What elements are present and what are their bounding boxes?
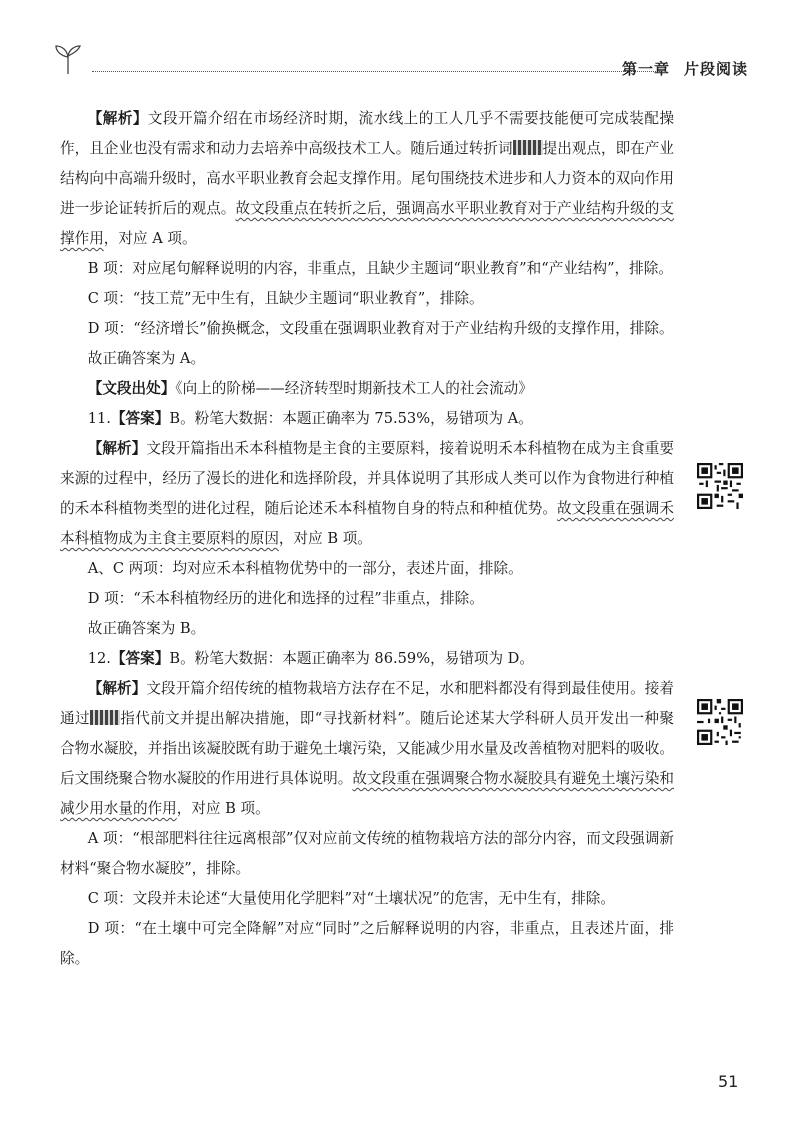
question-header: 11.【答案】B。粉笔大数据：本题正确率为 75.53%，易错项为 A。 — [87, 410, 533, 427]
chapter-label: 第一章 — [621, 60, 670, 78]
paragraph: A 项：“根部肥料往往远离根部”仅对应前文传统的植物栽培方法的部分内容，而文段强调新材料“聚合物水凝胶”，排除。 — [60, 830, 674, 877]
qr-code-icon[interactable] — [697, 463, 743, 509]
key-conclusion: 故文段重点在转折之后，强调高水平职业教育对于产业结构升级的支撑作用 — [60, 200, 674, 247]
paragraph: 【解析】文段开篇指出禾本科植物是主食的主要原料，接着说明禾本科植物在成为主食重要来源的过程中，经历了漫长的进化和选择阶段，并具体说明了其形成人类可以作为食物进行种植的禾本科植物类型的进化过程，随后论述禾本科植物自身的特点和种植优势。故文段重在强调禾本科植物成为主食主要原料的原因，对应 B 项。 — [60, 440, 674, 547]
source-title: 《向上的阶梯——经济转型时期新技术工人的社会流动》 — [175, 380, 533, 397]
answer-tag: 【答案】 — [110, 650, 170, 667]
source-tag: 【文段出处】 — [87, 380, 176, 397]
key-conclusion: 故文段重在强调聚合物水凝胶具有避免土壤污染和减少用水量的作用 — [60, 770, 674, 817]
paragraph: C 项：文段并未论述“大量使用化学肥料”对“土壤状况”的危害，无中生有，排除。 — [87, 890, 615, 907]
answer-tag: 【答案】 — [110, 410, 170, 427]
question-number: 12. — [87, 650, 111, 667]
analysis-tag: 【解析】 — [87, 440, 147, 457]
section-label: 片段阅读 — [683, 60, 748, 78]
analysis-tag: 【解析】 — [87, 110, 148, 127]
mosaic-icon — [90, 710, 120, 725]
paragraph: 【解析】文段开篇介绍传统的植物栽培方法存在不足，水和肥料都没有得到最佳使用。接着通过 指代前文并提出解决措施，即“寻找新材料”。随后论述某大学科研人员开发出一种聚合物水凝胶，并指出该凝胶既有助于避免土壤污染，又能减少用水量及改善植物对肥料的吸收。后文围绕聚合物水凝胶的作用进行具体说明。故文段重在强调聚合物水凝胶具有避免土壤污染和减少用水量的作用，对应 B 项。 — [60, 680, 674, 817]
paragraph: 故正确答案为 A。 — [87, 350, 206, 367]
key-conclusion: 故文段重在强调禾本科植物成为主食主要原料的原因 — [60, 500, 674, 547]
question-header: 12.【答案】B。粉笔大数据：本题正确率为 86.59%，易错项为 D。 — [87, 650, 534, 667]
header-title — [608, 58, 748, 79]
page-header — [48, 40, 760, 80]
page-number: 51 — [718, 1072, 739, 1091]
question-number: 11. — [87, 410, 111, 427]
mosaic-icon — [513, 140, 543, 155]
paragraph: A、C 两项：均对应禾本科植物优势中的一部分，表述片面，排除。 — [87, 560, 523, 577]
paragraph: D 项：“在土壤中可完全降解”对应“同时”之后解释说明的内容，非重点，且表述片面，排除。 — [60, 920, 674, 967]
paragraph: 故正确答案为 B。 — [87, 620, 206, 637]
qr-code-icon[interactable] — [697, 699, 743, 745]
paragraph: D 项：“经济增长”偷换概念，文段重在强调职业教育对于产业结构升级的支撑作用，排除。 — [87, 320, 674, 337]
answer-content — [60, 104, 674, 974]
paragraph: C 项：“技工荒”无中生有，且缺少主题词“职业教育”，排除。 — [87, 290, 484, 307]
paragraph: D 项：“禾本科植物经历的进化和选择的过程”非重点，排除。 — [87, 590, 484, 607]
sprout-icon — [52, 42, 84, 76]
header-dotted-rule — [92, 71, 660, 72]
analysis-tag: 【解析】 — [87, 680, 147, 697]
paragraph: 【解析】文段开篇介绍在市场经济时期，流水线上的工人几乎不需要技能便可完成装配操作，且企业也没有需求和动力去培养中高级技术工人。随后通过转折词 提出观点，即在产业结构向中高端升级时，高水平职业教育会起支撑作用。尾句围绕技术进步和人力资本的双向作用进一步论证转折后的观点。故文段重点在转折之后，强调高水平职业教育对于产业结构升级的支撑作用，对应 A 项。 — [60, 110, 674, 247]
paragraph — [60, 374, 674, 404]
paragraph: B 项：对应尾句解释说明的内容，非重点，且缺少主题词“职业教育”和“产业结构”，排除。 — [87, 260, 673, 277]
